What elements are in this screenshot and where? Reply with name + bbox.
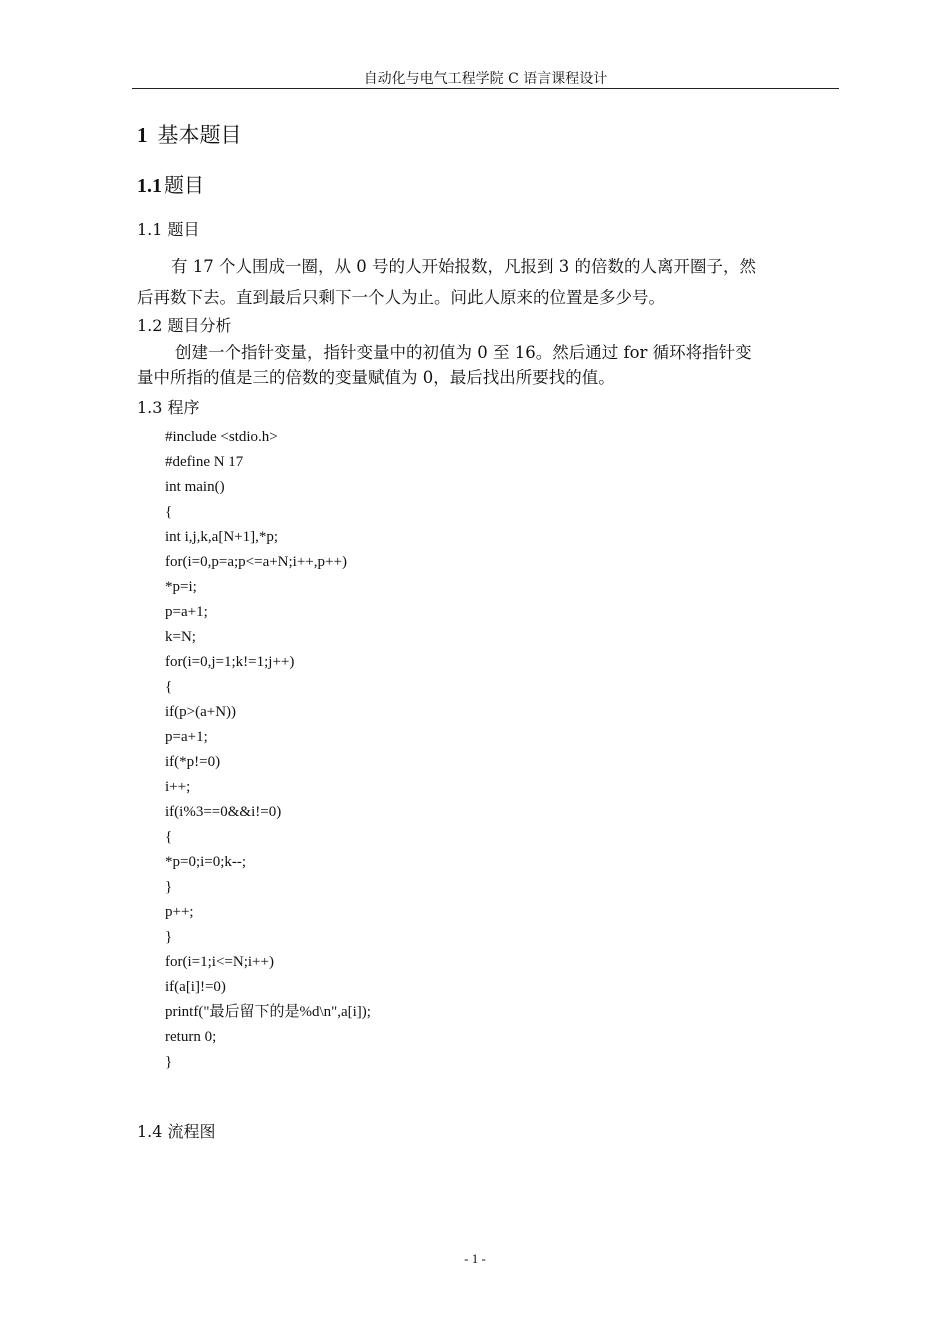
code-line: p++;: [165, 904, 194, 920]
chapter-title: 基本题目: [157, 123, 242, 147]
page-number: - 1 -: [464, 1251, 486, 1266]
code-line: if(i%3==0&&i!=0): [165, 804, 282, 820]
code-line: {: [165, 679, 173, 695]
subsection-heading-1-4: 1.4 流程图: [137, 1122, 216, 1141]
section-heading: [137, 171, 204, 200]
analysis-paragraph: [137, 340, 839, 390]
code-line: *p=i;: [165, 579, 197, 595]
code-line: for(i=1;i<=N;i++): [165, 954, 274, 970]
code-line: if(a[i]!=0): [165, 979, 226, 995]
code-line: }: [165, 879, 173, 895]
code-line: k=N;: [165, 629, 196, 645]
paragraph-line: 后再数下去。直到最后只剩下一个人为止。问此人原来的位置是多少号。: [137, 288, 665, 307]
chapter-number: 1: [137, 123, 148, 147]
code-line: }: [165, 1054, 173, 1070]
subsection-heading-1-3: 1.3 程序: [137, 398, 200, 417]
code-line: int i,j,k,a[N+1],*p;: [165, 529, 279, 545]
code-line: for(i=0,p=a;p<=a+N;i++,p++): [165, 554, 347, 570]
paragraph-line: 创建一个指针变量，指针变量中的初值为 0 至 16。然后通过 for 循环将指针变: [175, 343, 752, 362]
page-header: 自动化与电气工程学院 C 语言课程设计: [363, 71, 608, 87]
code-line: p=a+1;: [165, 604, 208, 620]
paragraph-line: 有 17 个人围成一圈，从 0 号的人开始报数，凡报到 3 的倍数的人离开圈子，然: [171, 257, 756, 276]
code-line: printf("最后留下的是%d\n",a[i]);: [165, 1004, 371, 1020]
code-line: {: [165, 504, 173, 520]
paragraph-line: 量中所指的值是三的倍数的变量赋值为 0，最后找出所要找的值。: [137, 368, 615, 387]
code-line: #define N 17: [165, 454, 244, 470]
code-line: int main(): [165, 479, 225, 495]
code-line: }: [165, 929, 173, 945]
code-line: for(i=0,j=1;k!=1;j++): [165, 654, 295, 670]
code-line: i++;: [165, 779, 191, 795]
code-line: if(*p!=0): [165, 754, 221, 770]
subsection-heading-1-2: 1.2 题目分析: [137, 316, 232, 335]
code-listing: [165, 425, 371, 1075]
code-line: p=a+1;: [165, 729, 208, 745]
code-line: if(p>(a+N)): [165, 704, 237, 720]
problem-paragraph: [137, 251, 839, 313]
code-line: *p=0;i=0;k--;: [165, 854, 247, 870]
section-title: 题目: [164, 173, 204, 197]
chapter-heading: [137, 121, 242, 149]
header-rule: [132, 88, 839, 89]
subsection-heading-1-1: 1.1 题目: [137, 220, 200, 239]
code-line: return 0;: [165, 1029, 217, 1045]
code-line: #include <stdio.h>: [165, 429, 278, 445]
code-line: {: [165, 829, 173, 845]
section-number: 1.1: [137, 175, 162, 197]
